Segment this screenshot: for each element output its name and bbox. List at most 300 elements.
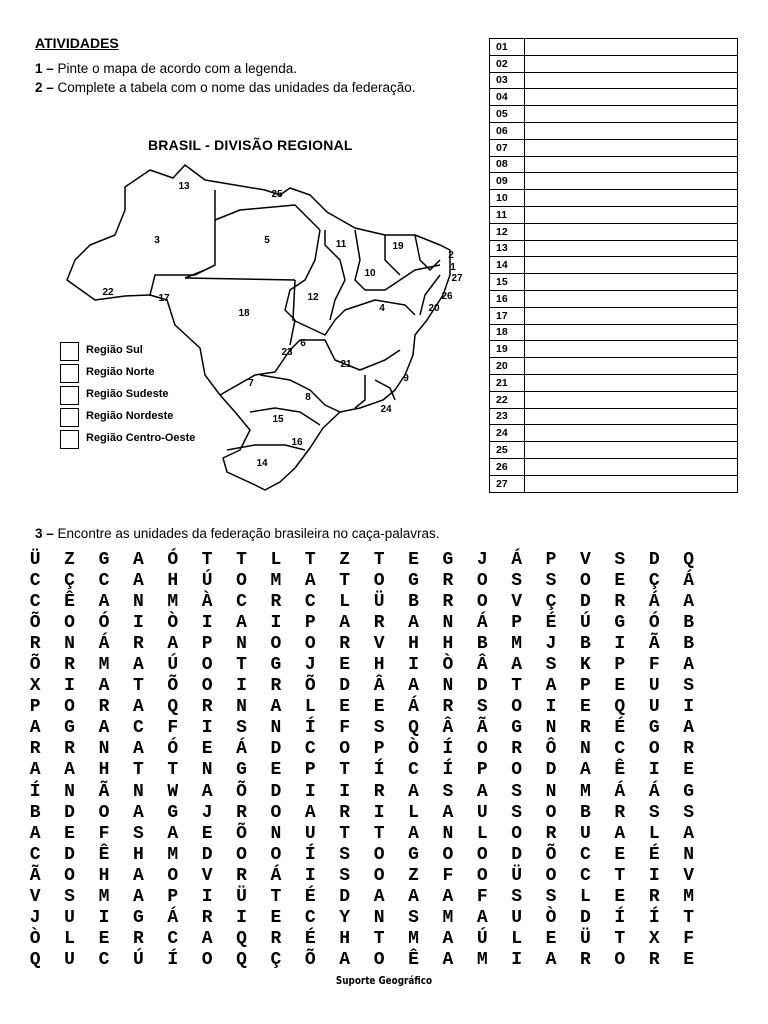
grid-letter[interactable]: R: [442, 570, 454, 591]
grid-letter[interactable]: O: [511, 697, 523, 718]
grid-letter[interactable]: R: [270, 929, 282, 950]
grid-letter[interactable]: P: [580, 676, 591, 697]
answer-input-cell[interactable]: [525, 274, 738, 291]
grid-letter[interactable]: S: [511, 570, 523, 591]
grid-letter[interactable]: T: [339, 760, 351, 781]
grid-letter[interactable]: Í: [614, 908, 626, 929]
grid-letter[interactable]: C: [614, 739, 626, 760]
grid-letter[interactable]: X: [29, 676, 41, 697]
grid-letter[interactable]: E: [373, 697, 385, 718]
grid-letter[interactable]: I: [683, 697, 695, 718]
grid-letter[interactable]: T: [236, 549, 247, 570]
grid-letter[interactable]: Ó: [98, 612, 110, 633]
grid-letter[interactable]: V: [580, 549, 591, 570]
grid-letter[interactable]: V: [373, 633, 385, 654]
grid-letter[interactable]: O: [580, 570, 591, 591]
grid-letter[interactable]: Â: [476, 655, 488, 676]
grid-letter[interactable]: G: [614, 612, 626, 633]
grid-letter[interactable]: N: [132, 591, 144, 612]
legend-checkbox[interactable]: [60, 342, 79, 361]
grid-letter[interactable]: É: [545, 612, 557, 633]
grid-letter[interactable]: L: [339, 591, 351, 612]
grid-letter[interactable]: A: [408, 823, 419, 844]
grid-letter[interactable]: R: [339, 633, 351, 654]
grid-letter[interactable]: Í: [442, 760, 454, 781]
grid-letter[interactable]: R: [683, 739, 695, 760]
grid-letter[interactable]: C: [29, 570, 41, 591]
grid-letter[interactable]: A: [339, 950, 351, 971]
grid-letter[interactable]: I: [373, 802, 385, 823]
grid-letter[interactable]: S: [511, 802, 523, 823]
answer-input-cell[interactable]: [525, 122, 738, 139]
grid-letter[interactable]: Ò: [408, 739, 419, 760]
grid-letter[interactable]: A: [580, 760, 591, 781]
grid-letter[interactable]: Ü: [29, 549, 41, 570]
answer-input-cell[interactable]: [525, 408, 738, 425]
grid-letter[interactable]: A: [683, 823, 695, 844]
grid-letter[interactable]: S: [373, 718, 385, 739]
grid-letter[interactable]: A: [167, 633, 179, 654]
grid-letter[interactable]: B: [580, 633, 591, 654]
grid-letter[interactable]: G: [98, 549, 110, 570]
grid-letter[interactable]: O: [64, 697, 75, 718]
grid-letter[interactable]: Ú: [167, 655, 179, 676]
grid-letter[interactable]: A: [132, 739, 144, 760]
grid-letter[interactable]: D: [580, 908, 591, 929]
grid-letter[interactable]: C: [98, 570, 110, 591]
grid-letter[interactable]: P: [201, 633, 213, 654]
grid-letter[interactable]: P: [167, 887, 179, 908]
grid-letter[interactable]: Ò: [545, 908, 557, 929]
grid-letter[interactable]: Õ: [236, 823, 247, 844]
grid-letter[interactable]: Ú: [580, 612, 591, 633]
grid-letter[interactable]: M: [476, 950, 488, 971]
grid-letter[interactable]: D: [545, 760, 557, 781]
grid-letter[interactable]: O: [270, 802, 282, 823]
grid-letter[interactable]: I: [236, 676, 247, 697]
grid-letter[interactable]: H: [98, 760, 110, 781]
grid-letter[interactable]: Ô: [545, 739, 557, 760]
grid-letter[interactable]: E: [270, 908, 282, 929]
answer-input-cell[interactable]: [525, 139, 738, 156]
grid-letter[interactable]: M: [98, 887, 110, 908]
grid-letter[interactable]: Õ: [304, 950, 316, 971]
grid-letter[interactable]: A: [132, 802, 144, 823]
grid-letter[interactable]: P: [545, 549, 557, 570]
grid-letter[interactable]: A: [236, 612, 247, 633]
grid-letter[interactable]: R: [545, 823, 557, 844]
grid-letter[interactable]: S: [442, 781, 454, 802]
grid-letter[interactable]: R: [29, 739, 41, 760]
grid-letter[interactable]: F: [683, 929, 695, 950]
grid-letter[interactable]: A: [29, 718, 41, 739]
grid-letter[interactable]: A: [98, 676, 110, 697]
grid-letter[interactable]: P: [304, 612, 316, 633]
grid-letter[interactable]: C: [29, 591, 41, 612]
grid-letter[interactable]: E: [614, 887, 626, 908]
answer-input-cell[interactable]: [525, 442, 738, 459]
grid-letter[interactable]: R: [511, 739, 523, 760]
grid-letter[interactable]: R: [236, 802, 247, 823]
grid-letter[interactable]: R: [29, 633, 41, 654]
grid-letter[interactable]: T: [614, 929, 626, 950]
grid-letter[interactable]: C: [304, 739, 316, 760]
grid-letter[interactable]: T: [201, 549, 213, 570]
grid-letter[interactable]: M: [442, 908, 454, 929]
grid-letter[interactable]: F: [98, 823, 110, 844]
legend-checkbox[interactable]: [60, 408, 79, 427]
grid-letter[interactable]: E: [545, 929, 557, 950]
grid-letter[interactable]: I: [64, 676, 75, 697]
answer-input-cell[interactable]: [525, 89, 738, 106]
grid-letter[interactable]: U: [511, 908, 523, 929]
grid-letter[interactable]: Á: [270, 865, 282, 886]
grid-letter[interactable]: V: [511, 591, 523, 612]
grid-letter[interactable]: R: [236, 865, 247, 886]
grid-letter[interactable]: T: [304, 549, 316, 570]
grid-letter[interactable]: T: [132, 760, 144, 781]
grid-letter[interactable]: A: [614, 823, 626, 844]
grid-letter[interactable]: A: [64, 760, 75, 781]
grid-letter[interactable]: N: [270, 718, 282, 739]
grid-letter[interactable]: H: [373, 655, 385, 676]
grid-letter[interactable]: A: [132, 655, 144, 676]
grid-letter[interactable]: C: [580, 865, 591, 886]
grid-letter[interactable]: N: [545, 781, 557, 802]
grid-letter[interactable]: R: [270, 591, 282, 612]
grid-letter[interactable]: A: [29, 823, 41, 844]
grid-letter[interactable]: S: [476, 697, 488, 718]
grid-letter[interactable]: I: [201, 718, 213, 739]
grid-letter[interactable]: G: [683, 781, 695, 802]
grid-letter[interactable]: A: [511, 655, 523, 676]
grid-letter[interactable]: U: [580, 823, 591, 844]
grid-letter[interactable]: G: [270, 655, 282, 676]
grid-letter[interactable]: L: [408, 802, 419, 823]
grid-letter[interactable]: O: [373, 570, 385, 591]
grid-letter[interactable]: H: [98, 865, 110, 886]
answer-input-cell[interactable]: [525, 374, 738, 391]
grid-letter[interactable]: G: [648, 718, 660, 739]
grid-letter[interactable]: O: [201, 655, 213, 676]
grid-letter[interactable]: S: [683, 802, 695, 823]
grid-letter[interactable]: I: [408, 655, 419, 676]
grid-letter[interactable]: S: [511, 887, 523, 908]
grid-letter[interactable]: L: [648, 823, 660, 844]
grid-letter[interactable]: Y: [339, 908, 351, 929]
grid-letter[interactable]: A: [304, 802, 316, 823]
grid-letter[interactable]: R: [270, 676, 282, 697]
grid-letter[interactable]: Ó: [648, 612, 660, 633]
grid-letter[interactable]: I: [545, 697, 557, 718]
grid-letter[interactable]: D: [339, 887, 351, 908]
grid-letter[interactable]: V: [683, 865, 695, 886]
legend-checkbox[interactable]: [60, 430, 79, 449]
grid-letter[interactable]: R: [614, 802, 626, 823]
grid-letter[interactable]: R: [339, 802, 351, 823]
grid-letter[interactable]: Í: [442, 739, 454, 760]
grid-letter[interactable]: E: [339, 655, 351, 676]
grid-letter[interactable]: A: [132, 697, 144, 718]
grid-letter[interactable]: Â: [373, 676, 385, 697]
answer-input-cell[interactable]: [525, 39, 738, 56]
answer-input-cell[interactable]: [525, 341, 738, 358]
grid-letter[interactable]: Õ: [236, 781, 247, 802]
grid-letter[interactable]: Á: [98, 633, 110, 654]
grid-letter[interactable]: Â: [442, 718, 454, 739]
grid-letter[interactable]: I: [304, 865, 316, 886]
grid-letter[interactable]: O: [64, 865, 75, 886]
grid-letter[interactable]: S: [614, 549, 626, 570]
grid-letter[interactable]: Q: [683, 549, 695, 570]
grid-letter[interactable]: Ü: [373, 591, 385, 612]
grid-letter[interactable]: Ê: [98, 844, 110, 865]
grid-letter[interactable]: E: [683, 760, 695, 781]
grid-letter[interactable]: O: [476, 591, 488, 612]
grid-letter[interactable]: Ú: [201, 570, 213, 591]
grid-letter[interactable]: A: [683, 718, 695, 739]
grid-letter[interactable]: Ç: [64, 570, 75, 591]
grid-letter[interactable]: M: [580, 781, 591, 802]
grid-letter[interactable]: A: [442, 802, 454, 823]
grid-letter[interactable]: I: [648, 865, 660, 886]
grid-letter[interactable]: Ó: [167, 549, 179, 570]
grid-letter[interactable]: T: [339, 823, 351, 844]
grid-letter[interactable]: E: [408, 549, 419, 570]
grid-letter[interactable]: Á: [683, 570, 695, 591]
grid-letter[interactable]: B: [683, 633, 695, 654]
grid-letter[interactable]: A: [442, 887, 454, 908]
grid-letter[interactable]: Q: [408, 718, 419, 739]
grid-letter[interactable]: Ã: [648, 633, 660, 654]
grid-letter[interactable]: R: [580, 950, 591, 971]
grid-letter[interactable]: A: [373, 887, 385, 908]
grid-letter[interactable]: O: [339, 739, 351, 760]
grid-letter[interactable]: G: [408, 570, 419, 591]
grid-letter[interactable]: P: [304, 760, 316, 781]
grid-letter[interactable]: N: [683, 844, 695, 865]
grid-letter[interactable]: Ê: [64, 591, 75, 612]
grid-letter[interactable]: N: [201, 760, 213, 781]
grid-letter[interactable]: V: [201, 865, 213, 886]
grid-letter[interactable]: I: [339, 781, 351, 802]
grid-letter[interactable]: A: [29, 760, 41, 781]
grid-letter[interactable]: D: [648, 549, 660, 570]
grid-letter[interactable]: H: [408, 633, 419, 654]
grid-letter[interactable]: R: [442, 697, 454, 718]
grid-letter[interactable]: A: [683, 655, 695, 676]
grid-letter[interactable]: I: [201, 887, 213, 908]
grid-letter[interactable]: N: [270, 823, 282, 844]
grid-letter[interactable]: Z: [339, 549, 351, 570]
grid-letter[interactable]: J: [545, 633, 557, 654]
grid-letter[interactable]: B: [29, 802, 41, 823]
grid-letter[interactable]: Ã: [98, 781, 110, 802]
grid-letter[interactable]: Á: [648, 781, 660, 802]
grid-letter[interactable]: L: [580, 887, 591, 908]
grid-letter[interactable]: I: [648, 760, 660, 781]
legend-checkbox[interactable]: [60, 386, 79, 405]
grid-letter[interactable]: E: [270, 760, 282, 781]
grid-letter[interactable]: A: [132, 887, 144, 908]
grid-letter[interactable]: B: [408, 591, 419, 612]
grid-letter[interactable]: Õ: [29, 612, 41, 633]
grid-letter[interactable]: D: [201, 844, 213, 865]
grid-letter[interactable]: S: [236, 718, 247, 739]
grid-letter[interactable]: Á: [511, 549, 523, 570]
grid-letter[interactable]: D: [64, 844, 75, 865]
grid-letter[interactable]: Ç: [545, 591, 557, 612]
grid-letter[interactable]: D: [270, 739, 282, 760]
grid-letter[interactable]: A: [442, 950, 454, 971]
grid-letter[interactable]: O: [373, 865, 385, 886]
grid-letter[interactable]: Á: [476, 612, 488, 633]
grid-letter[interactable]: O: [476, 739, 488, 760]
grid-letter[interactable]: Õ: [29, 655, 41, 676]
grid-letter[interactable]: V: [29, 887, 41, 908]
grid-letter[interactable]: N: [64, 781, 75, 802]
grid-letter[interactable]: I: [511, 950, 523, 971]
grid-letter[interactable]: P: [511, 612, 523, 633]
grid-letter[interactable]: C: [408, 760, 419, 781]
grid-letter[interactable]: A: [545, 676, 557, 697]
grid-letter[interactable]: G: [132, 908, 144, 929]
grid-letter[interactable]: À: [201, 591, 213, 612]
grid-letter[interactable]: A: [132, 549, 144, 570]
grid-letter[interactable]: C: [304, 591, 316, 612]
grid-letter[interactable]: Í: [304, 718, 316, 739]
grid-letter[interactable]: B: [580, 802, 591, 823]
grid-letter[interactable]: S: [339, 865, 351, 886]
grid-letter[interactable]: A: [408, 676, 419, 697]
grid-letter[interactable]: O: [373, 844, 385, 865]
grid-letter[interactable]: F: [648, 655, 660, 676]
grid-letter[interactable]: Í: [648, 908, 660, 929]
grid-letter[interactable]: R: [373, 612, 385, 633]
grid-letter[interactable]: I: [270, 612, 282, 633]
grid-letter[interactable]: E: [201, 823, 213, 844]
grid-letter[interactable]: T: [373, 929, 385, 950]
grid-letter[interactable]: C: [236, 591, 247, 612]
grid-letter[interactable]: N: [236, 697, 247, 718]
grid-letter[interactable]: C: [132, 718, 144, 739]
grid-letter[interactable]: O: [511, 760, 523, 781]
grid-letter[interactable]: M: [98, 655, 110, 676]
grid-letter[interactable]: E: [580, 697, 591, 718]
grid-letter[interactable]: Ç: [270, 950, 282, 971]
grid-letter[interactable]: Z: [408, 865, 419, 886]
answer-input-cell[interactable]: [525, 156, 738, 173]
grid-letter[interactable]: C: [580, 844, 591, 865]
grid-letter[interactable]: S: [545, 655, 557, 676]
grid-letter[interactable]: A: [339, 612, 351, 633]
answer-input-cell[interactable]: [525, 223, 738, 240]
grid-letter[interactable]: O: [236, 844, 247, 865]
grid-letter[interactable]: S: [648, 802, 660, 823]
grid-letter[interactable]: H: [442, 633, 454, 654]
grid-letter[interactable]: P: [29, 697, 41, 718]
grid-letter[interactable]: T: [373, 549, 385, 570]
grid-letter[interactable]: Q: [29, 950, 41, 971]
grid-letter[interactable]: I: [614, 633, 626, 654]
grid-letter[interactable]: E: [201, 739, 213, 760]
grid-letter[interactable]: Q: [236, 929, 247, 950]
grid-letter[interactable]: T: [511, 676, 523, 697]
grid-letter[interactable]: E: [98, 929, 110, 950]
grid-letter[interactable]: O: [476, 865, 488, 886]
answer-input-cell[interactable]: [525, 358, 738, 375]
answer-input-cell[interactable]: [525, 72, 738, 89]
grid-letter[interactable]: M: [408, 929, 419, 950]
grid-letter[interactable]: N: [442, 676, 454, 697]
grid-letter[interactable]: O: [614, 950, 626, 971]
grid-letter[interactable]: S: [511, 781, 523, 802]
grid-letter[interactable]: G: [408, 844, 419, 865]
grid-letter[interactable]: D: [511, 844, 523, 865]
grid-letter[interactable]: G: [511, 718, 523, 739]
grid-letter[interactable]: A: [167, 823, 179, 844]
grid-letter[interactable]: L: [304, 697, 316, 718]
grid-letter[interactable]: S: [132, 823, 144, 844]
grid-letter[interactable]: C: [98, 950, 110, 971]
grid-letter[interactable]: Q: [236, 950, 247, 971]
answer-input-cell[interactable]: [525, 55, 738, 72]
grid-letter[interactable]: G: [442, 549, 454, 570]
grid-letter[interactable]: É: [304, 929, 316, 950]
grid-letter[interactable]: O: [64, 612, 75, 633]
grid-letter[interactable]: Ã: [29, 865, 41, 886]
grid-letter[interactable]: Õ: [545, 844, 557, 865]
grid-letter[interactable]: Ã: [476, 718, 488, 739]
grid-letter[interactable]: E: [64, 823, 75, 844]
grid-letter[interactable]: N: [545, 718, 557, 739]
legend-checkbox[interactable]: [60, 364, 79, 383]
grid-letter[interactable]: T: [236, 655, 247, 676]
grid-letter[interactable]: S: [545, 887, 557, 908]
grid-letter[interactable]: D: [64, 802, 75, 823]
grid-letter[interactable]: U: [304, 823, 316, 844]
grid-letter[interactable]: S: [408, 908, 419, 929]
grid-letter[interactable]: U: [648, 676, 660, 697]
grid-letter[interactable]: M: [167, 591, 179, 612]
grid-letter[interactable]: F: [167, 718, 179, 739]
grid-letter[interactable]: J: [201, 802, 213, 823]
grid-letter[interactable]: R: [580, 718, 591, 739]
grid-letter[interactable]: Q: [167, 697, 179, 718]
grid-letter[interactable]: I: [304, 781, 316, 802]
grid-letter[interactable]: R: [201, 697, 213, 718]
grid-letter[interactable]: Í: [167, 950, 179, 971]
grid-letter[interactable]: N: [236, 633, 247, 654]
grid-letter[interactable]: A: [408, 781, 419, 802]
grid-letter[interactable]: G: [64, 718, 75, 739]
grid-letter[interactable]: I: [98, 908, 110, 929]
grid-letter[interactable]: O: [236, 570, 247, 591]
grid-letter[interactable]: É: [614, 718, 626, 739]
grid-letter[interactable]: D: [339, 676, 351, 697]
grid-letter[interactable]: P: [614, 655, 626, 676]
grid-letter[interactable]: Á: [614, 781, 626, 802]
grid-letter[interactable]: N: [580, 739, 591, 760]
grid-letter[interactable]: R: [64, 655, 75, 676]
grid-letter[interactable]: Ê: [614, 760, 626, 781]
answer-input-cell[interactable]: [525, 391, 738, 408]
grid-letter[interactable]: R: [442, 591, 454, 612]
grid-letter[interactable]: M: [167, 844, 179, 865]
grid-letter[interactable]: Õ: [304, 676, 316, 697]
grid-letter[interactable]: U: [64, 908, 75, 929]
answer-input-cell[interactable]: [525, 324, 738, 341]
